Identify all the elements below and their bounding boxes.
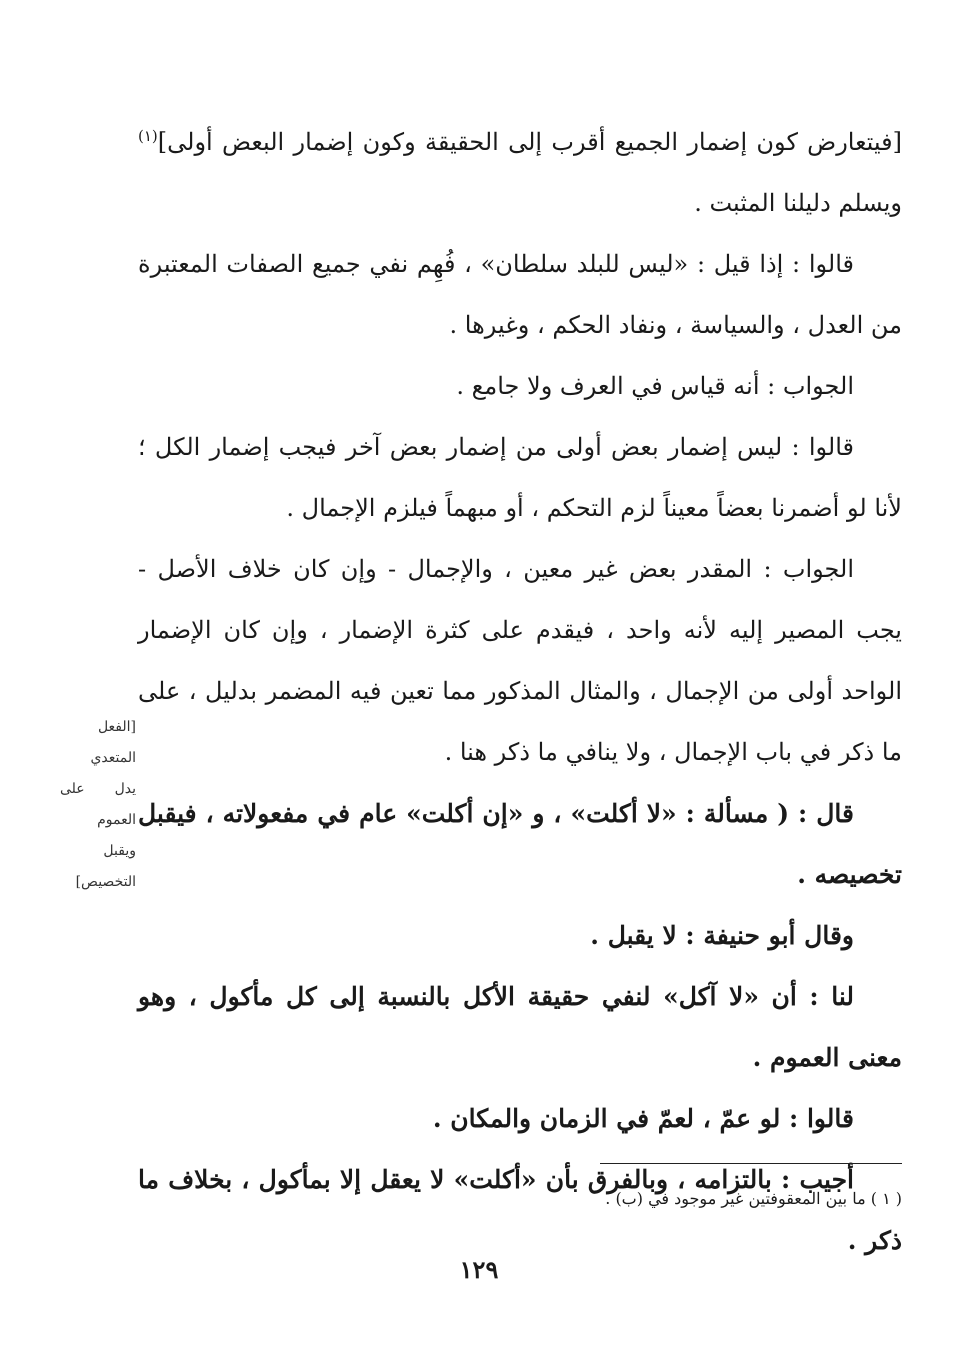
footnote-reference: (١): [138, 127, 158, 145]
margin-note: [60, 712, 136, 898]
paragraph-6: قال : ( مسألة : «لا أكلت» ، و «إن أكلت» عام في مفعولاته ، فيقبل تخصيصه .: [138, 799, 902, 889]
paragraph-1-text: [فيتعارض كون إضمار الجميع أقرب إلى الحقيقة وكون إضمار البعض أولى]: [157, 128, 902, 156]
margin-note-line: العموم: [97, 812, 136, 828]
margin-note-line: يدل على: [60, 781, 136, 797]
paragraph-7: وقال أبو حنيفة : لا يقبل .: [590, 921, 854, 950]
paragraph-5: الجواب : المقدر بعض غير معين ، والإجمال - وإن كان خلاف الأصل - يجب المصير إليه لأنه واحد ، فيقدم على كثرة الإضمار ، وإن كان الإضمار الواحد أولى من الإجمال ، والمثال المذكور مما تعين فيه المضمر بدليل ، على ما ذكر في باب الإجمال ، ولا ينافي ما ذكر هنا .: [138, 555, 902, 766]
footnote: ( ١ ) ما بين المعقوفتين غير موجود في (ب) .: [605, 1189, 902, 1208]
paragraph-10: أجيب : بالتزامه ، وبالفرق بأن «أكلت» لا يعقل إلا بمأكول ، بخلاف ما ذكر .: [138, 1165, 902, 1255]
paragraph-1-tail: ويسلم دليلنا المثبت .: [694, 189, 902, 217]
margin-note-line: المتعدي: [90, 750, 136, 766]
paragraph-8: لنا : أن «لا آكل» لنفي حقيقة الأكل بالنسبة إلى كل مأكول ، وهو معنى العموم .: [138, 982, 902, 1072]
main-text: [138, 112, 902, 1271]
paragraph-3: الجواب : أنه قياس في العرف ولا جامع .: [456, 372, 854, 400]
margin-note-line: التخصيص]: [75, 874, 136, 890]
margin-note-line: ويقبل: [103, 843, 136, 859]
page-number: ١٢٩: [459, 1255, 499, 1284]
paragraph-1: [138, 112, 902, 234]
paragraph-2: قالوا : إذا قيل : «ليس للبلد سلطان» ، فُهِم نفي جميع الصفات المعتبرة من العدل ، والسياسة ، ونفاد الحكم ، وغيرها .: [138, 250, 902, 339]
margin-note-line: [الفعل: [97, 719, 136, 735]
paragraph-9: قالوا : لو عمّ ، لعمّ في الزمان والمكان .: [432, 1104, 854, 1133]
paragraph-4: قالوا : ليس إضمار بعض أولى من إضمار بعض آخر فيجب إضمار الكل ؛ لأنا لو أضمرنا بعضاً معيناً لزم التحكم ، أو مبهماً فيلزم الإجمال .: [138, 433, 902, 522]
footnote-separator: [600, 1163, 902, 1164]
